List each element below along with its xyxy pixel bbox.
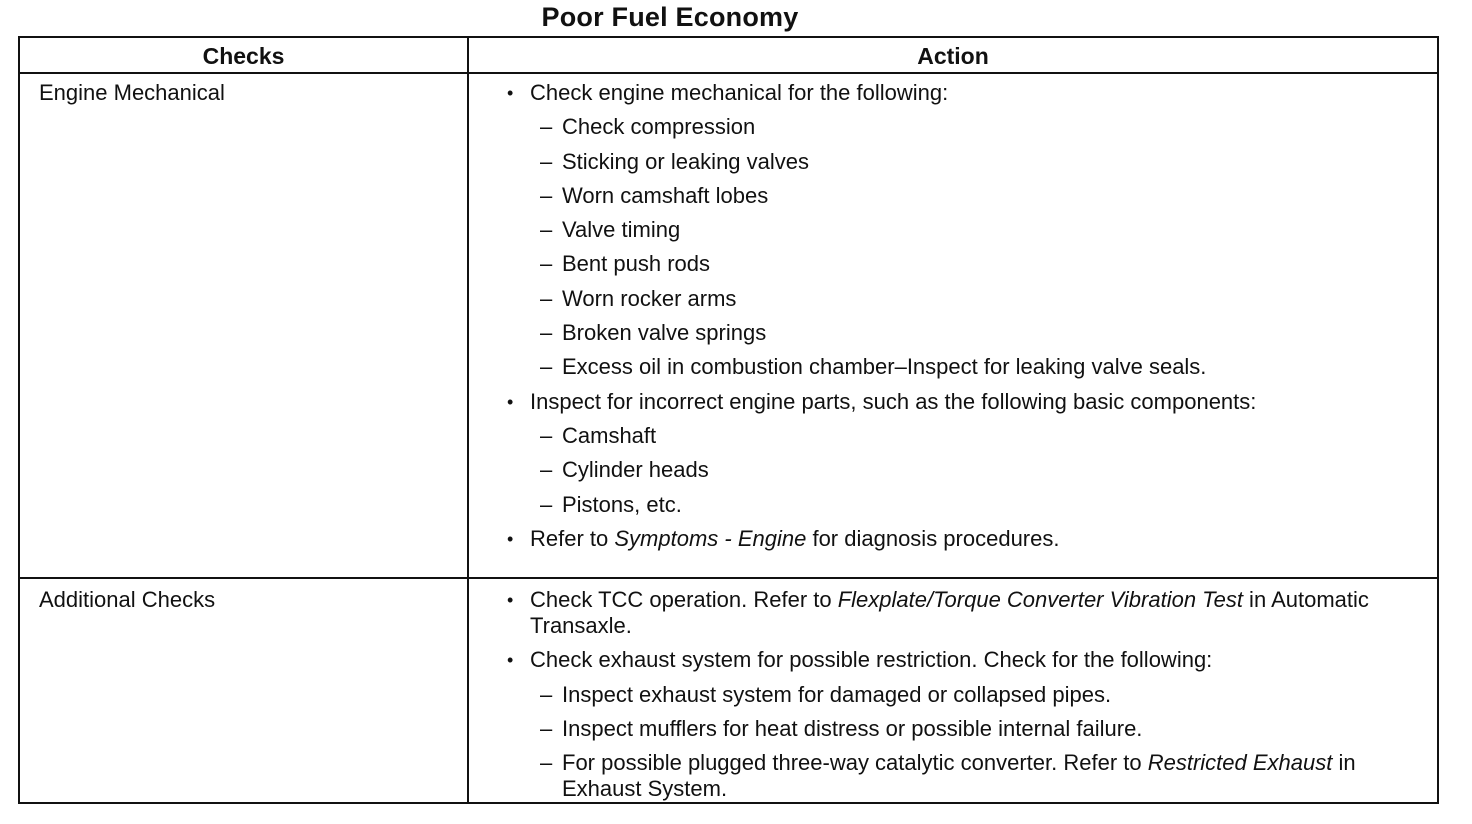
action-bullet-item bbox=[469, 389, 1437, 415]
action-text: Worn camshaft lobes bbox=[562, 182, 769, 208]
action-dash-item bbox=[469, 320, 1437, 346]
action-text: Check TCC operation. Refer to bbox=[530, 587, 838, 612]
action-dash-item bbox=[469, 750, 1437, 802]
action-text: Check compression bbox=[562, 114, 756, 140]
action-bullet-item bbox=[469, 526, 1437, 552]
action-dash-item bbox=[469, 286, 1437, 312]
action-text: in Exhaust System. bbox=[562, 750, 1356, 802]
action-bullet-item bbox=[469, 587, 1437, 639]
action-text: Camshaft bbox=[562, 422, 657, 448]
page-title: Poor Fuel Economy bbox=[541, 2, 799, 32]
action-text: Bent push rods bbox=[562, 251, 710, 277]
action-text: Valve timing bbox=[562, 217, 681, 243]
actions-engine-mechanical bbox=[469, 80, 1437, 560]
action-bullet-item bbox=[469, 647, 1437, 673]
action-dash-item bbox=[469, 114, 1437, 140]
action-text: Pistons, etc. bbox=[562, 491, 682, 517]
action-text: Refer to bbox=[530, 525, 615, 551]
action-dash-item bbox=[469, 492, 1437, 518]
action-bullet-item bbox=[469, 80, 1437, 106]
action-text: Inspect exhaust system for damaged or collapsed pipes. bbox=[562, 681, 1112, 707]
action-dash-item bbox=[469, 716, 1437, 742]
action-dash-item bbox=[469, 457, 1437, 483]
reference-text: Flexplate/Torque Converter Vibration Test bbox=[837, 587, 1243, 612]
action-dash-item bbox=[469, 183, 1437, 209]
action-text: Broken valve springs bbox=[562, 320, 767, 346]
check-engine-mechanical: Engine Mechanical bbox=[39, 80, 225, 105]
action-text: Inspect mufflers for heat distress or possible internal failure. bbox=[562, 715, 1143, 741]
action-text: For possible plugged three-way catalytic converter. Refer to bbox=[562, 750, 1148, 776]
reference-text: Symptoms - Engine bbox=[614, 525, 807, 551]
row-divider bbox=[20, 577, 1437, 579]
action-dash-item bbox=[469, 423, 1437, 449]
header-action: Action bbox=[917, 43, 989, 69]
action-dash-item bbox=[469, 354, 1437, 380]
action-text: Cylinder heads bbox=[562, 457, 709, 483]
header-checks: Checks bbox=[202, 43, 285, 69]
action-dash-item bbox=[469, 251, 1437, 277]
action-text: in Automatic Transaxle. bbox=[530, 587, 1369, 638]
action-text: for diagnosis procedures. bbox=[806, 525, 1060, 551]
action-text: Excess oil in combustion chamber–Inspect for leaking valve seals. bbox=[562, 354, 1207, 380]
action-text: Check engine mechanical for the following: bbox=[530, 80, 949, 105]
action-dash-item bbox=[469, 682, 1437, 708]
actions-additional-checks bbox=[469, 587, 1437, 810]
action-dash-item bbox=[469, 217, 1437, 243]
action-text: Sticking or leaking valves bbox=[562, 148, 810, 174]
diagnostic-table bbox=[18, 36, 1439, 804]
action-text: Inspect for incorrect engine parts, such as the following basic components: bbox=[530, 388, 1257, 414]
action-dash-item bbox=[469, 149, 1437, 175]
table-header-row bbox=[20, 38, 1437, 74]
check-additional-checks: Additional Checks bbox=[39, 587, 216, 612]
reference-text: Restricted Exhaust bbox=[1147, 750, 1333, 776]
action-text: Check exhaust system for possible restriction. Check for the following: bbox=[530, 647, 1213, 673]
action-text: Worn rocker arms bbox=[562, 285, 737, 311]
